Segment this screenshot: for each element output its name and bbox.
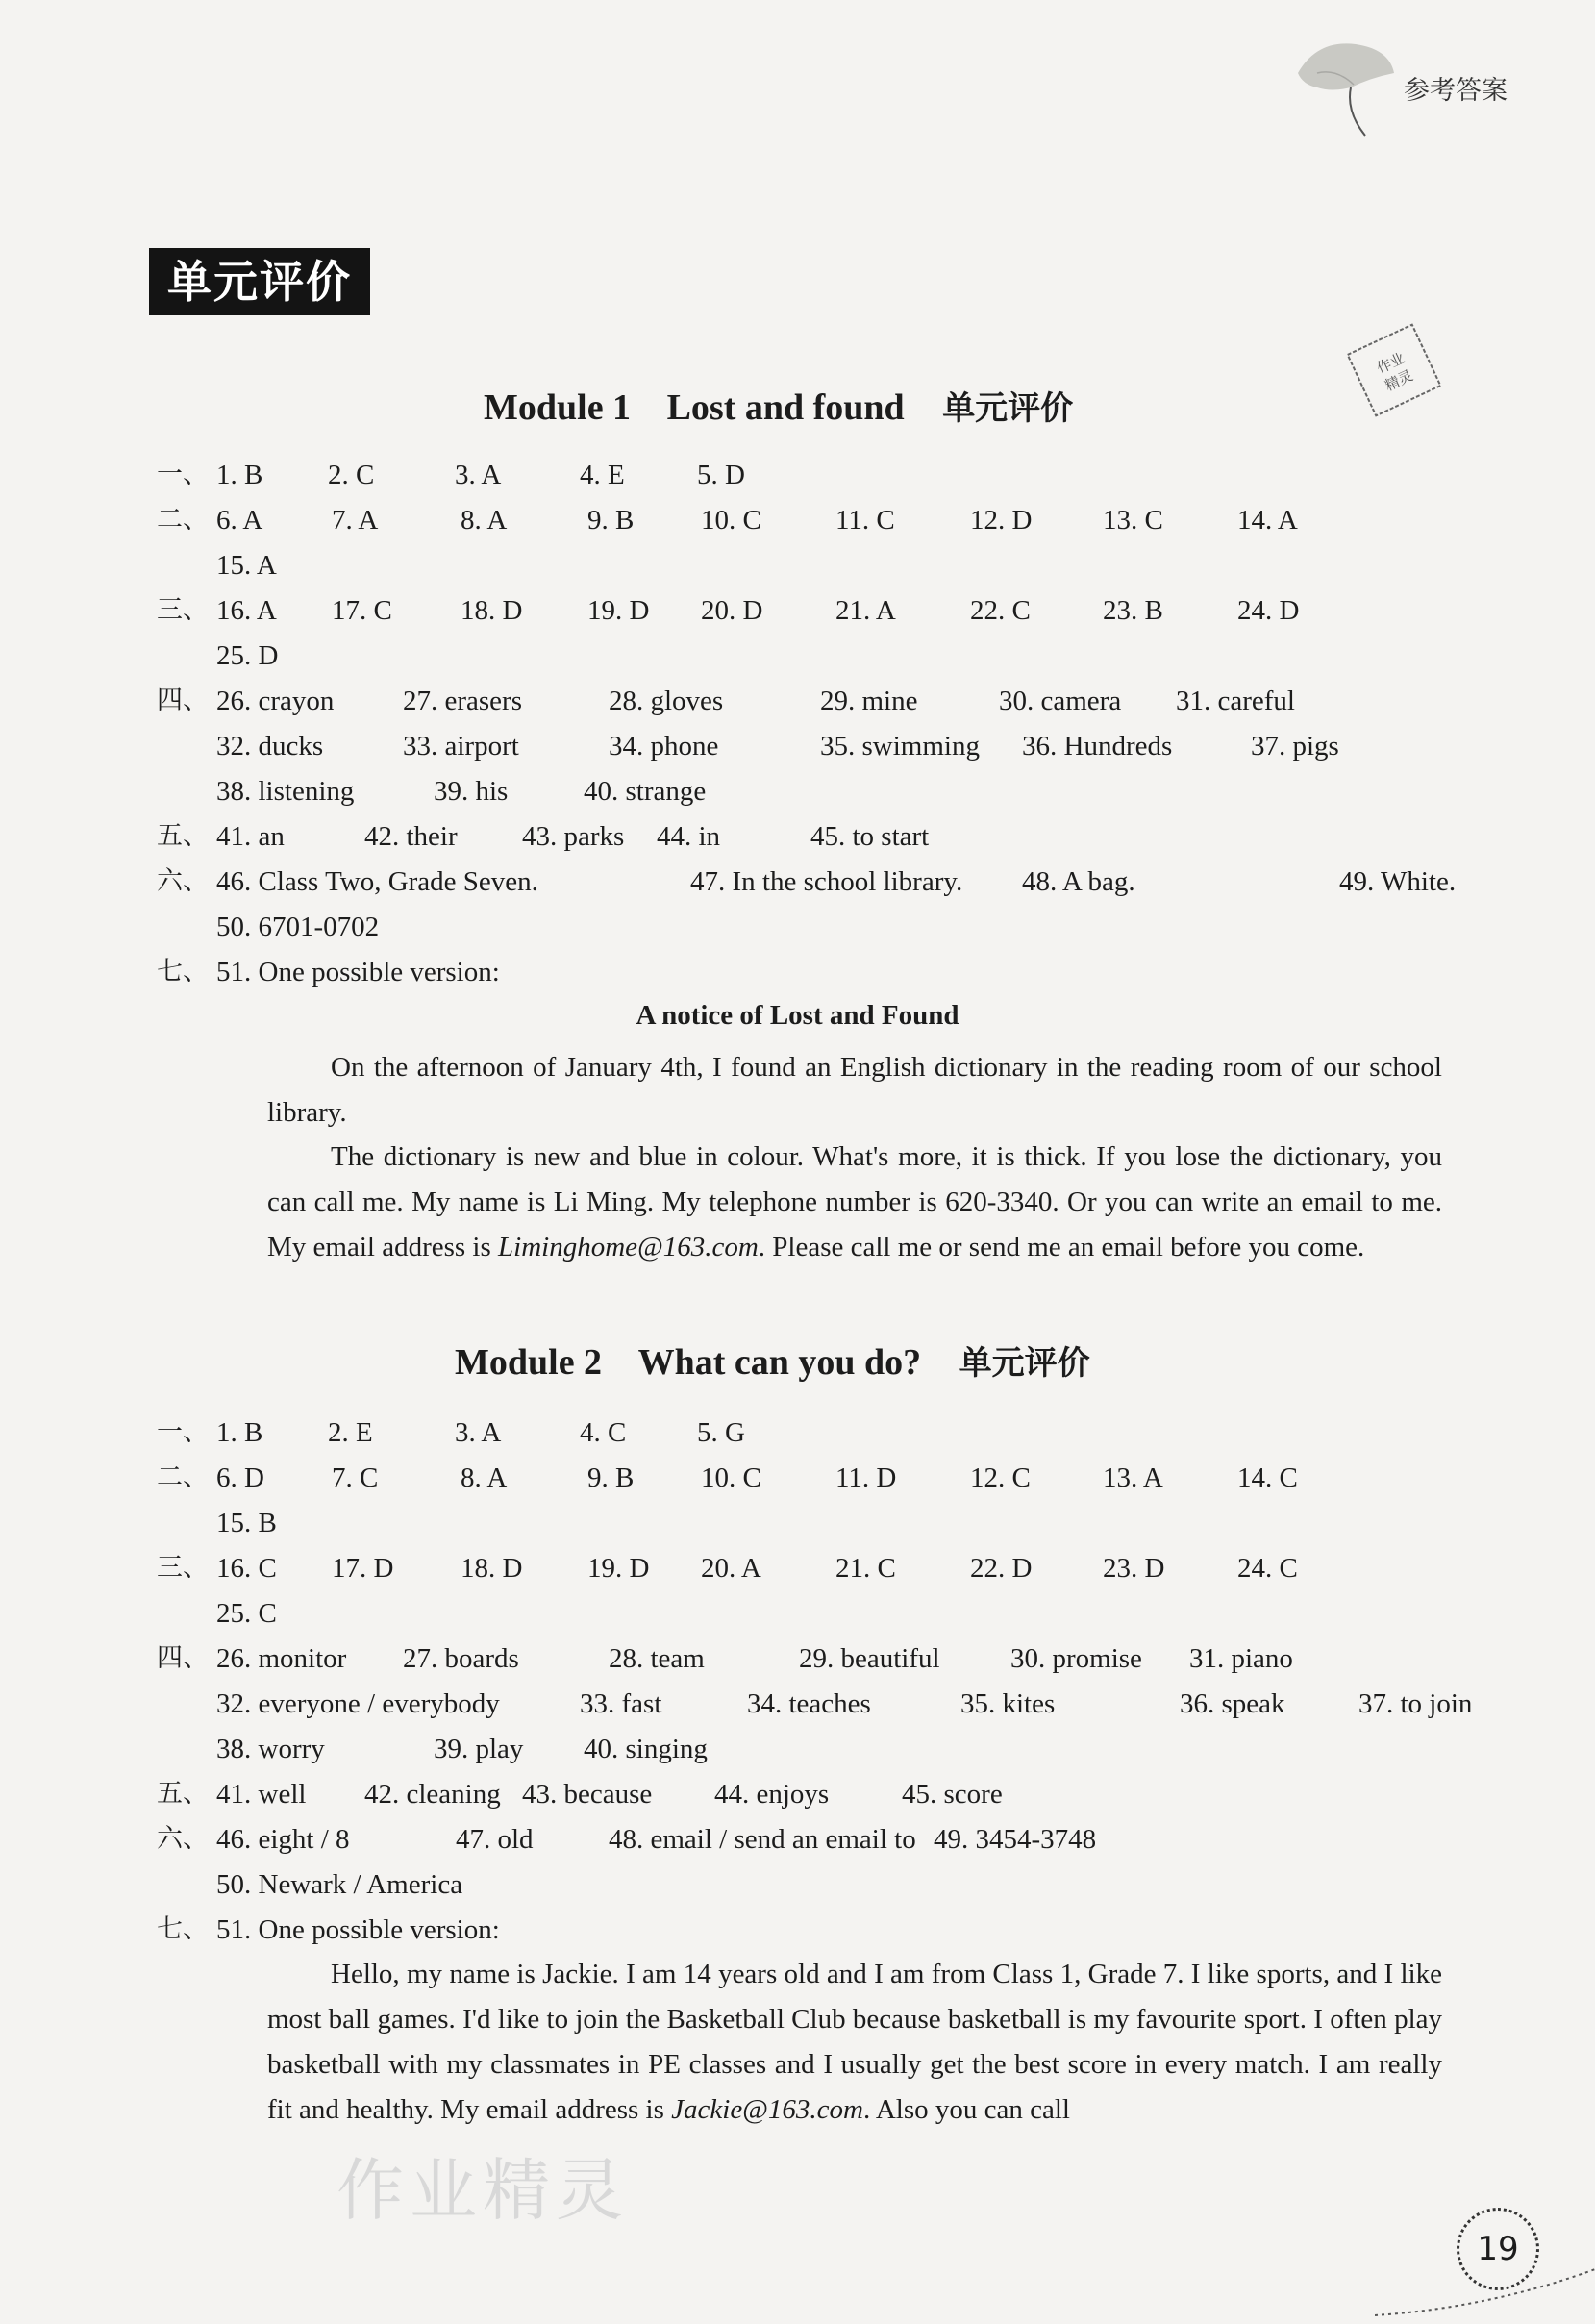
answer-item: 34. teaches bbox=[747, 1688, 871, 1719]
answer-item: 48. email / send an email to bbox=[609, 1824, 916, 1855]
answer-item: 10. C bbox=[701, 505, 761, 536]
answer-item: 39. play bbox=[434, 1734, 524, 1764]
answer-item: 22. C bbox=[970, 595, 1031, 626]
answer-item: 9. B bbox=[587, 1462, 635, 1493]
answer-item: 18. D bbox=[461, 595, 523, 626]
answer-item: 4. C bbox=[580, 1417, 627, 1448]
notice-paragraph-1 bbox=[267, 1045, 1442, 1136]
module2-title bbox=[455, 1337, 1090, 1384]
answer-item: 23. B bbox=[1103, 595, 1163, 626]
answer-item: 16. C bbox=[216, 1553, 277, 1584]
notice-para2-end: . Please call me or send me an email before you come. bbox=[758, 1232, 1365, 1262]
answer-item: 46. eight / 8 bbox=[216, 1824, 350, 1855]
module2-subtitle: What can you do? bbox=[637, 1342, 922, 1383]
section-marker: 六、 bbox=[157, 866, 209, 896]
stamp-logo-icon bbox=[1341, 317, 1447, 423]
answer-item: 32. everyone / everybody bbox=[216, 1688, 500, 1719]
answer-item: 31. careful bbox=[1176, 686, 1295, 716]
answer-item: 1. B bbox=[216, 460, 263, 490]
answer-item: 26. crayon bbox=[216, 686, 335, 716]
answer-item: 28. team bbox=[609, 1643, 705, 1674]
section-marker: 四、 bbox=[157, 686, 209, 715]
answer-item: 27. boards bbox=[403, 1643, 519, 1674]
essay-email: Jackie@163.com bbox=[671, 2094, 863, 2125]
answer-item: 2. C bbox=[328, 460, 375, 490]
answer-item: 51. One possible version: bbox=[216, 957, 500, 987]
bleed-through-text bbox=[673, 279, 683, 324]
watermark: 作业精灵 bbox=[336, 2151, 629, 2230]
answer-item: 43. parks bbox=[522, 821, 625, 852]
answer-item: 19. D bbox=[587, 595, 650, 626]
answer-item: 44. in bbox=[657, 821, 721, 852]
section-marker: 三、 bbox=[157, 595, 209, 625]
answer-item: 50. Newark / America bbox=[216, 1869, 463, 1900]
answer-item: 21. A bbox=[835, 595, 896, 626]
answer-item: 14. A bbox=[1237, 505, 1298, 536]
answer-item: 45. to start bbox=[810, 821, 930, 852]
notice-email: Liminghome@163.com bbox=[498, 1232, 759, 1262]
module1-zh: 单元评价 bbox=[942, 389, 1074, 428]
notice-title: A notice of Lost and Found bbox=[636, 1000, 959, 1031]
notice-para1-text: On the afternoon of January 4th, I found an English dictionary in the reading room of our school library. bbox=[267, 1052, 1442, 1128]
section-marker: 五、 bbox=[157, 821, 209, 851]
answer-item: 25. C bbox=[216, 1598, 277, 1629]
answer-item: 24. D bbox=[1237, 595, 1300, 626]
answer-item: 42. their bbox=[364, 821, 458, 852]
stamp-line1: 作业 bbox=[1374, 349, 1408, 378]
module1-subtitle: Lost and found bbox=[666, 387, 905, 428]
answer-item: 30. camera bbox=[999, 686, 1122, 716]
answer-item: 43. because bbox=[522, 1779, 653, 1810]
answer-item: 51. One possible version: bbox=[216, 1914, 500, 1945]
answer-item: 7. C bbox=[332, 1462, 379, 1493]
answer-item: 11. D bbox=[835, 1462, 897, 1493]
answer-item: 23. D bbox=[1103, 1553, 1165, 1584]
essay-end: . Also you can call bbox=[862, 2094, 1070, 2125]
answer-item: 45. score bbox=[902, 1779, 1003, 1810]
answer-item: 7. A bbox=[332, 505, 379, 536]
answer-item: 21. C bbox=[835, 1553, 896, 1584]
answer-item: 44. enjoys bbox=[714, 1779, 830, 1810]
answer-item: 33. fast bbox=[580, 1688, 662, 1719]
notice-para2-text: The dictionary is new and blue in colour. What's more, it is thick. If you lose the dictionary, you can call me. My name is Li Ming. My telephone number is 620-3340. Or you can write an email to me. My email address is bbox=[267, 1141, 1442, 1262]
answer-item: 12. D bbox=[970, 505, 1033, 536]
answer-item: 14. C bbox=[1237, 1462, 1298, 1493]
section-marker: 二、 bbox=[157, 505, 209, 535]
answer-item: 13. C bbox=[1103, 505, 1163, 536]
answer-item: 15. B bbox=[216, 1508, 277, 1538]
answer-item: 10. C bbox=[701, 1462, 761, 1493]
page-number: 19 bbox=[1457, 2208, 1539, 2290]
answer-item: 50. 6701-0702 bbox=[216, 912, 380, 942]
answer-item: 49. White. bbox=[1339, 866, 1457, 897]
answer-item: 35. swimming bbox=[820, 731, 980, 762]
section-marker: 七、 bbox=[157, 957, 209, 987]
answer-item: 36. speak bbox=[1180, 1688, 1285, 1719]
answer-item: 13. A bbox=[1103, 1462, 1163, 1493]
answer-item: 29. beautiful bbox=[799, 1643, 940, 1674]
answer-item: 17. C bbox=[332, 595, 392, 626]
answer-item: 33. airport bbox=[403, 731, 519, 762]
stamp-line2: 精灵 bbox=[1382, 366, 1416, 395]
answer-item: 36. Hundreds bbox=[1022, 731, 1173, 762]
answer-item: 20. A bbox=[701, 1553, 761, 1584]
answer-item: 32. ducks bbox=[216, 731, 324, 762]
module2-zh: 单元评价 bbox=[959, 1344, 1090, 1383]
section-banner: 单元评价 bbox=[149, 248, 370, 315]
answer-item: 4. E bbox=[580, 460, 625, 490]
section-marker: 二、 bbox=[157, 1462, 209, 1492]
answer-item: 6. D bbox=[216, 1462, 264, 1493]
answer-item: 9. B bbox=[587, 505, 635, 536]
section-marker: 七、 bbox=[157, 1914, 209, 1944]
answer-item: 41. an bbox=[216, 821, 285, 852]
answer-item: 47. old bbox=[456, 1824, 534, 1855]
header-label: 参考答案 bbox=[1404, 76, 1508, 106]
notice-paragraph-2 bbox=[267, 1135, 1442, 1270]
answer-item: 18. D bbox=[461, 1553, 523, 1584]
answer-item: 39. his bbox=[434, 776, 509, 807]
answer-item: 11. C bbox=[835, 505, 895, 536]
answer-item: 30. promise bbox=[1010, 1643, 1142, 1674]
answer-item: 27. erasers bbox=[403, 686, 523, 716]
section-marker: 六、 bbox=[157, 1824, 209, 1854]
answer-item: 34. phone bbox=[609, 731, 719, 762]
answer-item: 41. well bbox=[216, 1779, 307, 1810]
answer-item: 40. singing bbox=[584, 1734, 708, 1764]
answer-item: 35. kites bbox=[960, 1688, 1056, 1719]
answer-item: 8. A bbox=[461, 505, 508, 536]
answer-item: 47. In the school library. bbox=[690, 866, 963, 897]
answer-item: 49. 3454-3748 bbox=[934, 1824, 1097, 1855]
module2-number: Module 2 bbox=[455, 1342, 603, 1383]
answer-item: 37. to join bbox=[1358, 1688, 1473, 1719]
essay-text: Hello, my name is Jackie. I am 14 years old and I am from Class 1, Grade 7. I like sports, and I like most ball games. I'd like to join the Basketball Club because basketball is my favourite sport. I often play basketball with my classmates in PE classes and I usually get the best score in every match. I am really fit and healthy. My email address is bbox=[267, 1959, 1442, 2125]
answer-item: 38. worry bbox=[216, 1734, 325, 1764]
answer-item: 6. A bbox=[216, 505, 263, 536]
answer-item: 29. mine bbox=[820, 686, 918, 716]
answer-item: 1. B bbox=[216, 1417, 263, 1448]
answer-item: 42. cleaning bbox=[364, 1779, 501, 1810]
answer-item: 3. A bbox=[455, 1417, 502, 1448]
answer-item: 25. D bbox=[216, 640, 279, 671]
module1-title bbox=[484, 382, 1073, 429]
answer-item: 20. D bbox=[701, 595, 763, 626]
answer-item: 38. listening bbox=[216, 776, 355, 807]
section-marker: 五、 bbox=[157, 1779, 209, 1809]
answer-item: 48. A bag. bbox=[1022, 866, 1135, 897]
answer-item: 19. D bbox=[587, 1553, 650, 1584]
section-marker: 四、 bbox=[157, 1643, 209, 1673]
section-marker: 三、 bbox=[157, 1553, 209, 1583]
answer-item: 22. D bbox=[970, 1553, 1033, 1584]
answer-item: 5. D bbox=[697, 460, 745, 490]
section-marker: 一、 bbox=[157, 1417, 209, 1447]
section-marker: 一、 bbox=[157, 460, 209, 489]
answer-item: 37. pigs bbox=[1251, 731, 1339, 762]
answer-item: 24. C bbox=[1237, 1553, 1298, 1584]
answer-item: 5. G bbox=[697, 1417, 745, 1448]
ginkgo-leaf-icon bbox=[1279, 35, 1404, 140]
answer-item: 8. A bbox=[461, 1462, 508, 1493]
answer-item: 2. E bbox=[328, 1417, 373, 1448]
answer-item: 31. piano bbox=[1189, 1643, 1293, 1674]
answer-item: 26. monitor bbox=[216, 1643, 347, 1674]
answer-item: 12. C bbox=[970, 1462, 1031, 1493]
answer-item: 16. A bbox=[216, 595, 277, 626]
answer-item: 46. Class Two, Grade Seven. bbox=[216, 866, 538, 897]
module1-number: Module 1 bbox=[484, 387, 632, 428]
answer-item: 40. strange bbox=[584, 776, 707, 807]
answer-item: 3. A bbox=[455, 460, 502, 490]
essay-paragraph bbox=[267, 1952, 1442, 2133]
decorative-dots bbox=[1375, 2260, 1595, 2317]
answer-item: 28. gloves bbox=[609, 686, 724, 716]
answer-item: 15. A bbox=[216, 550, 277, 581]
answer-item: 17. D bbox=[332, 1553, 394, 1584]
